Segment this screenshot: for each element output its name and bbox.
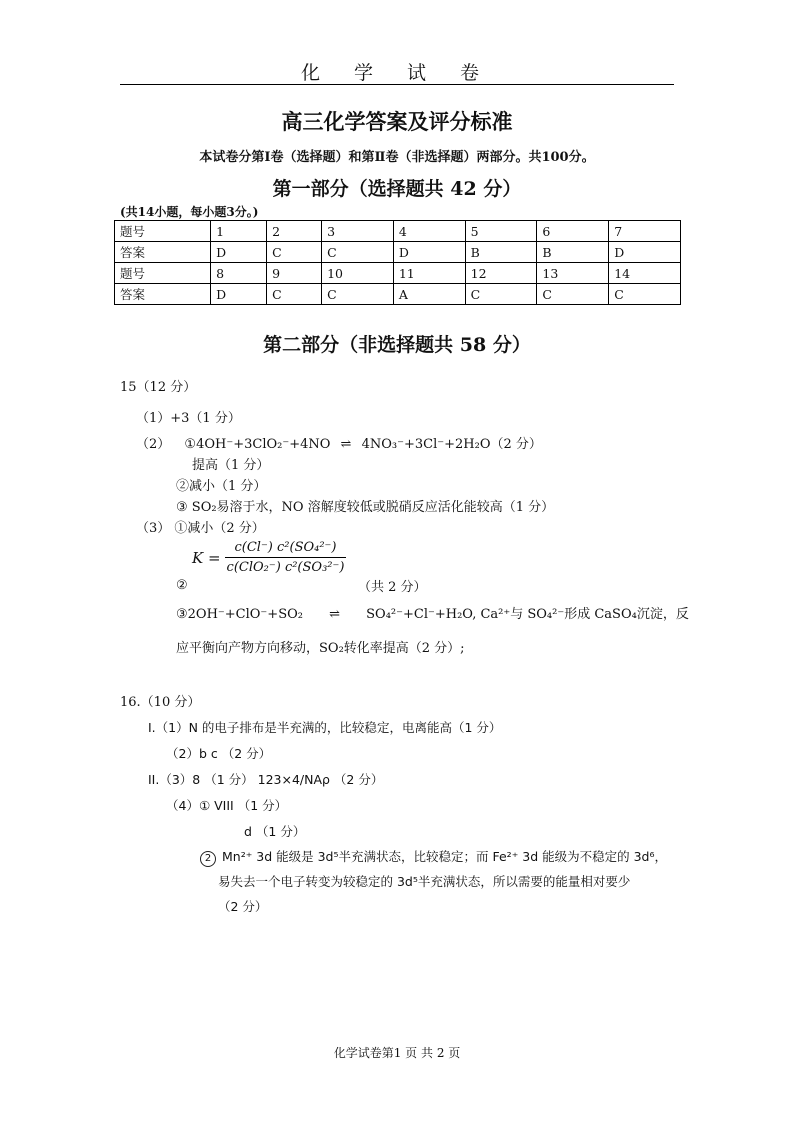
q16-l7: 易失去一个电子转变为较稳定的 3d⁵半充满状态，所以需要的能量相对要少 bbox=[218, 874, 631, 889]
q15-l3a: （3） ①减小（2 分） bbox=[136, 521, 265, 536]
equilibrium-arrow-icon: ⇌ bbox=[340, 437, 352, 452]
table-cell: D bbox=[609, 242, 681, 263]
q15-l3c-left: ③2OH⁻+ClO⁻+SO₂ bbox=[176, 607, 303, 622]
doc-title: 高三化学答案及评分标准 bbox=[281, 109, 513, 134]
table-cell: C bbox=[322, 242, 394, 263]
table-row bbox=[115, 242, 681, 263]
q16-head: 16.（10 分） bbox=[120, 695, 201, 710]
table-cell: C bbox=[537, 284, 609, 305]
table-cell: 7 bbox=[609, 221, 681, 242]
q16-l1: I.（1）N 的电子排布是半充满的，比较稳定，电离能高（1 分） bbox=[148, 720, 502, 735]
q16-l5: d （1 分） bbox=[244, 824, 306, 839]
table-cell: D bbox=[211, 242, 267, 263]
subtitle: 本试卷分第Ⅰ卷（选择题）和第Ⅱ卷（非选择题）两部分。共100分。 bbox=[199, 150, 595, 165]
table-cell: 2 bbox=[267, 221, 322, 242]
page-footer: 化学试卷第1 页 共 2 页 bbox=[333, 1046, 461, 1060]
table-row bbox=[115, 284, 681, 305]
header-title: 化 学 试 卷 bbox=[300, 62, 494, 84]
table-cell: C bbox=[267, 242, 322, 263]
table-cell: 6 bbox=[537, 221, 609, 242]
q15-l2c: ②减小（1 分） bbox=[176, 479, 267, 494]
row-header-cell: 题号 bbox=[115, 263, 211, 284]
k-symbol: K = bbox=[192, 548, 221, 567]
q15-l3b-score: （共 2 分） bbox=[358, 580, 427, 595]
equilibrium-arrow-icon: ⇌ bbox=[329, 607, 341, 622]
k-denominator: c(ClO₂⁻) c²(SO₃²⁻) bbox=[226, 560, 345, 575]
table-cell: C bbox=[267, 284, 322, 305]
table-cell: 9 bbox=[267, 263, 322, 284]
q15-l2a-left: ①4OH⁻+3ClO₂⁻+4NO bbox=[184, 437, 331, 452]
q16-l2: （2）b c （2 分） bbox=[166, 746, 272, 761]
table-cell: 13 bbox=[537, 263, 609, 284]
q15-l3c-right: SO₄²⁻+Cl⁻+H₂O, Ca²⁺与 SO₄²⁻形成 CaSO₄沉淀，反 bbox=[366, 607, 689, 622]
table-cell: D bbox=[211, 284, 267, 305]
table-cell: 10 bbox=[322, 263, 394, 284]
q15-l3d: 应平衡向产物方向移动，SO₂转化率提高（2 分）; bbox=[176, 641, 465, 656]
q16-l6-text: Mn²⁺ 3d 能级是 3d⁵半充满状态，比较稳定；而 Fe²⁺ 3d 能级为不稳定的 3d⁶， bbox=[221, 849, 667, 864]
header-rule bbox=[120, 84, 674, 85]
part1-title: 第一部分（选择题共 42 分） bbox=[272, 178, 522, 200]
part1-note: (共14小题，每小题3分。) bbox=[120, 205, 259, 219]
q15-l2d: ③ SO₂易溶于水，NO 溶解度较低或脱硝反应活化能较高（1 分） bbox=[176, 500, 555, 515]
table-cell: C bbox=[465, 284, 537, 305]
table-cell: 5 bbox=[465, 221, 537, 242]
table-cell: 12 bbox=[465, 263, 537, 284]
q15-l2a-label: （2） bbox=[136, 437, 171, 452]
table-cell: B bbox=[537, 242, 609, 263]
q16-l6 bbox=[200, 847, 667, 867]
row-header-cell: 答案 bbox=[115, 242, 211, 263]
table-cell: D bbox=[393, 242, 465, 263]
equilibrium-constant-formula bbox=[192, 540, 346, 575]
row-header-cell: 答案 bbox=[115, 284, 211, 305]
table-cell: 14 bbox=[609, 263, 681, 284]
k-numerator: c(Cl⁻) c²(SO₄²⁻) bbox=[234, 540, 337, 555]
table-cell: C bbox=[322, 284, 394, 305]
table-cell: B bbox=[465, 242, 537, 263]
circled-number-icon: 2 bbox=[200, 851, 216, 867]
table-row bbox=[115, 263, 681, 284]
table-cell: 4 bbox=[393, 221, 465, 242]
q15-head: 15（12 分） bbox=[120, 380, 197, 395]
q16-l8: （2 分） bbox=[218, 899, 268, 914]
table-row bbox=[115, 221, 681, 242]
table-cell: 1 bbox=[211, 221, 267, 242]
table-cell: A bbox=[393, 284, 465, 305]
q15-l2a-right: 4NO₃⁻+3Cl⁻+2H₂O（2 分） bbox=[361, 437, 542, 452]
q15-l3c bbox=[176, 603, 689, 622]
q16-l4: （4）① VIII （1 分） bbox=[166, 798, 288, 813]
table-cell: 8 bbox=[211, 263, 267, 284]
part2-title: 第二部分（非选择题共 58 分） bbox=[263, 334, 531, 356]
table-cell: 3 bbox=[322, 221, 394, 242]
q15-l3b-marker: ② bbox=[176, 578, 188, 593]
table-cell: C bbox=[609, 284, 681, 305]
q15-l2b: 提高（1 分） bbox=[192, 458, 270, 473]
row-header-cell: 题号 bbox=[115, 221, 211, 242]
q16-l3: II.（3）8 （1 分） 123×4/NAρ （2 分） bbox=[148, 772, 384, 787]
table-cell: 11 bbox=[393, 263, 465, 284]
answer-table bbox=[114, 220, 681, 305]
q15-l1: （1）+3（1 分） bbox=[136, 411, 241, 426]
q15-l2a bbox=[136, 433, 542, 452]
